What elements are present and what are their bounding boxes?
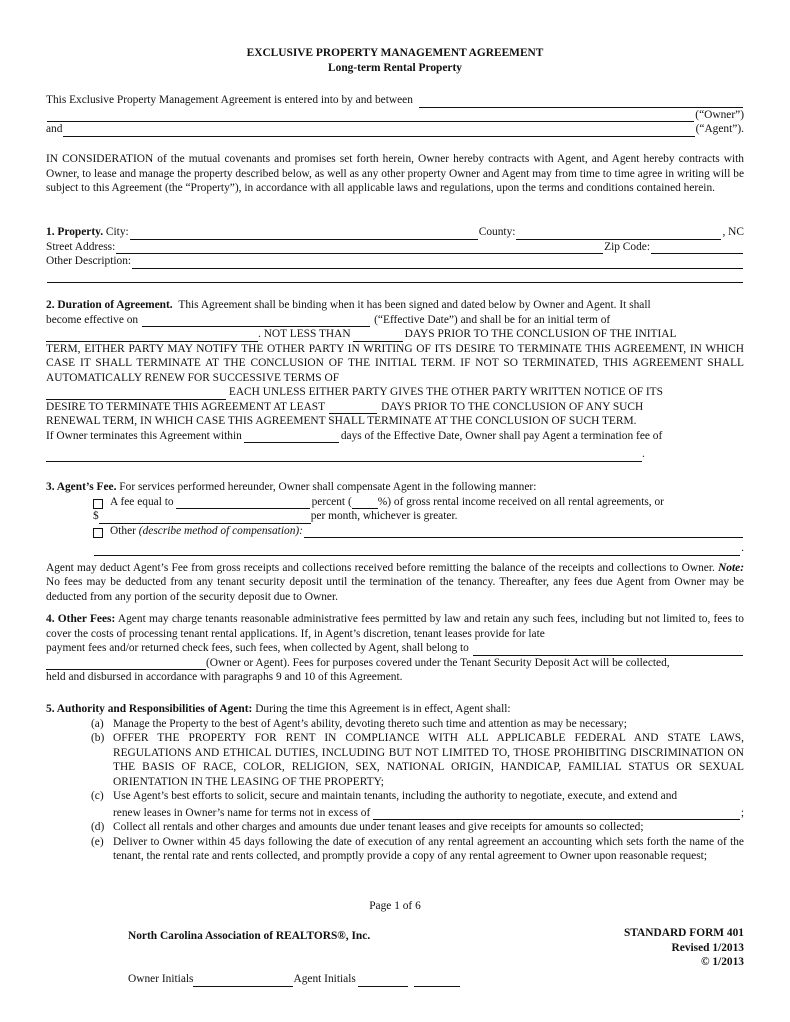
renewal-text: TERM, EITHER PARTY MAY NOTIFY THE OTHER PARTY IN WRITING OF ITS DESIRE TO TERMINATE THIS AGREEMENT, IN WHICH CASE IT SHALL TERMINATE AT THE CONCLUSION OF THE INITIAL TERM. IF NOT SO TERMINATED, THIS AGREEMENT SHALL AUTOMATICALLY RENEW FOR SUCCESSIVE TERMS OF <box>46 342 744 384</box>
other-fees-paragraph <box>46 612 744 641</box>
fee-deduction-note: No fees may be deducted from any tenant security deposit until the termination of the tenancy. Thereafter, any fees due Agent from Owner may be deducted from any portion of the security deposit due to Owner. <box>46 576 744 603</box>
item-label: (c) <box>91 790 104 802</box>
termination-fee-text: days of the Effective Date, Owner shall pay Agent a termination fee of <box>340 429 663 442</box>
item-text: OFFER THE PROPERTY FOR RENT IN COMPLIANCE WITH ALL APPLICABLE FEDERAL AND STATE LAWS, REGULATIONS AND ETHICAL DUTIES, INCLUDING BUT NOT LIMITED TO, THOSE PROHIBITING DISCRIMINATION ON THE BASIS OF RACE, COLOR, RELIGION, SEX, NATIONAL ORIGIN, HANDICAP, FAMILIAL STATUS OR SEXUAL ORIENTATION IN THE LEASING OF THE PROPERTY; <box>113 732 744 788</box>
page-number: Page 1 of 6 <box>369 900 421 912</box>
other-label: Other <box>110 524 136 537</box>
fee-equal-label: A fee equal to <box>110 495 174 508</box>
owner-terminates-text: If Owner terminates this Agreement within <box>46 429 242 442</box>
gross-rental-text: %) of gross rental income received on all rental agreements, or <box>377 495 664 508</box>
not-less-than-label: . NOT LESS THAN <box>258 328 351 340</box>
intro-text: This Exclusive Property Management Agreement is entered into by and between <box>46 94 413 106</box>
document-subtitle: Long-term Rental Property <box>328 62 462 74</box>
county-label: County: <box>478 226 516 238</box>
fee-deduction-paragraph <box>46 561 744 605</box>
section-2-heading: 2. Duration of Agreement. <box>46 299 173 311</box>
section-5-heading: 5. Authority and Responsibilities of Agent: <box>46 703 253 715</box>
form-info <box>624 926 744 970</box>
agent-initials-field[interactable] <box>358 975 408 987</box>
other-method-label: (describe method of compensation): <box>138 524 303 537</box>
fee-other-checkbox[interactable] <box>93 528 103 538</box>
lease-term-label: renew leases in Owner’s name for terms not in excess of <box>113 806 371 819</box>
authority-list <box>46 717 744 864</box>
item-label: (d) <box>91 821 105 833</box>
intro-section <box>46 93 744 137</box>
renewal-notice-text: EACH UNLESS EITHER PARTY GIVES THE OTHER PARTY WRITTEN NOTICE OF ITS <box>228 386 663 398</box>
duration-text: This Agreement shall be binding when it has been signed and dated below by Owner and Agent. It shall <box>178 299 651 311</box>
item-text: Deliver to Owner within 45 days following the date of execution of any rental agreement an accounting which sets forth the name of the tenant, the rental rate and rents collected, and promptly provide a copy of any rental agreement to Owner upon reasonable request; <box>113 835 744 862</box>
authority-intro: During the time this Agreement is in effect, Agent shall: <box>255 703 511 715</box>
initial-term-label: (“Effective Date”) and shall be for an initial term of <box>374 313 611 326</box>
other-fees-text: Agent may charge tenants reasonable administrative fees permitted by law and retain any such fees, including but not limited to, fees to cover the costs of processing tenant rental applications. If, in Agent’s discretion, tenant leases provide for late <box>46 613 745 640</box>
owner-name-field-2[interactable] <box>47 110 694 122</box>
desire-terminate-text: DESIRE TO TERMINATE THIS AGREEMENT AT LEAST <box>46 400 326 413</box>
other-method-field-2[interactable] <box>94 544 740 556</box>
item-text: Collect all rentals and other charges and amounts due under tenant leases and give receipts for amounts so collected; <box>113 821 644 833</box>
section-authority <box>46 702 744 864</box>
owner-name-field[interactable] <box>419 96 743 108</box>
state-label: , NC <box>722 226 744 238</box>
percent-label: percent ( <box>311 495 352 508</box>
intro-and: and <box>46 123 63 135</box>
per-month-text: per month, whichever is greater. <box>310 510 458 522</box>
agent-name-field[interactable] <box>63 125 694 137</box>
section-other-fees <box>46 612 744 685</box>
days-prior-renewal-text: DAYS PRIOR TO THE CONCLUSION OF ANY SUCH <box>381 400 644 413</box>
owner-tag: (“Owner”) <box>695 108 744 121</box>
section-duration: 2. Duration of Agreement. This Agreement shall be binding when it has been signed and dated below by Owner and Agent. It shall become effective on (“Effective Date”) and shall be for an initial term of . NOT LESS THAN DAYS PRIOR TO THE CONCLUSION OF THE INITIAL TERM, EITHER PARTY MAY NOTIFY THE OTHER PARTY IN WRITING OF ITS DESIRE TO TERMINATE THIS AGREEMENT, IN WHICH CASE IT SHALL TERMINATE AT THE CONCLUSION OF THE INITIAL TERM. IF NOT SO TERMINATED, THIS AGREEMENT SHALL AUTOMATICALLY RENEW FOR SUCCESSIVE TERMS OF EACH UNLESS EITHER PARTY GIVES THE OTHER PARTY WRITTEN NOTICE OF ITS DESIRE TO TERMINATE THIS AGREEMENT AT LEAST DAYS PRIOR TO THE CONCLUSION OF ANY SUCH RENEWAL TERM, IN WHICH CASE THIS AGREEMENT SHALL TERMINATE AT THE CONCLUSION OF SUCH TERM. If Owner terminates this Agreement within days of the Effective Date, Owner shall pay Agent a termination fee of . <box>46 299 744 460</box>
item-label: (b) <box>91 732 105 744</box>
list-item <box>91 789 744 820</box>
association-name: North Carolina Association of REALTORS®, Inc. <box>128 930 371 942</box>
form-number: STANDARD FORM 401 <box>623 927 744 939</box>
section-3-heading: 3. Agent’s Fee. <box>46 481 117 493</box>
days-prior-label: DAYS PRIOR TO THE CONCLUSION OF THE INITIAL <box>404 328 677 340</box>
section-agent-fee: 3. Agent’s Fee. For services performed hereunder, Owner shall compensate Agent in the following manner: A fee equal to percent ( %) of gross rental income received on all rental agreements, or $ per month, whichever is greater. Other (describe method of compensation): . Agent may deduct Agent’s Fee from gross receipts and collections received before remitting the balance of the receipts and collections to Owner. Note: No fees may be deducted from any tenant security deposit until the termination of the tenancy. Thereafter, any fees due Agent from Owner may be deducted from any portion of the security deposit due to Owner. <box>46 481 744 603</box>
list-item <box>91 820 744 835</box>
owner-or-agent-text: (Owner or Agent). Fees for purposes covered under the Tenant Security Deposit Act will be collected, <box>206 656 670 669</box>
other-description-label: Other Description: <box>46 255 132 267</box>
fee-percent-field[interactable] <box>352 497 378 509</box>
consideration-paragraph: IN CONSIDERATION of the mutual covenants and promises set forth herein, Owner hereby contracts with Agent, and Agent hereby contracts with Owner, to lease and manage the property described below, as well as any other property Owner and Agent may from time to time agree in writing will be subject to this Agreement (the “Property”), in accordance with all applicable laws and regulations, upon the terms and conditions contained herein. <box>46 153 744 194</box>
item-label: (e) <box>91 835 104 848</box>
copyright: © 1/2013 <box>701 956 744 968</box>
agent-fee-text: For services performed hereunder, Owner shall compensate Agent in the following manner: <box>119 481 537 493</box>
list-item <box>91 835 744 864</box>
fee-amount-field[interactable] <box>99 512 311 524</box>
county-field[interactable] <box>516 228 721 240</box>
effective-label: become effective on <box>46 313 139 326</box>
list-item <box>91 717 744 732</box>
fee-percent-checkbox[interactable] <box>93 499 103 509</box>
street-label: Street Address: <box>46 240 116 253</box>
renewal-term-text: RENEWAL TERM, IN WHICH CASE THIS AGREEMENT SHALL TERMINATE AT THE CONCLUSION OF SUCH TERM. <box>46 415 637 427</box>
fees-belong-field-2[interactable] <box>46 658 206 670</box>
other-description-field-2[interactable] <box>47 271 743 283</box>
agent-initials-label: Agent Initials <box>293 973 356 985</box>
section-4-heading: 4. Other Fees: <box>46 613 116 625</box>
agent-initials-field-2[interactable] <box>414 975 460 987</box>
item-text: Manage the Property to the best of Agent’s ability, devoting thereto such time and attention as may be necessary; <box>113 717 627 730</box>
street-field[interactable] <box>116 242 603 254</box>
zip-label: Zip Code: <box>604 240 650 253</box>
deposit-act-text: held and disbursed in accordance with paragraphs 9 and 10 of this Agreement. <box>46 671 403 683</box>
owner-initials-field[interactable] <box>193 975 293 987</box>
fee-percent-words-field[interactable] <box>176 497 310 509</box>
renewal-term-field[interactable] <box>46 388 226 400</box>
item-text: Use Agent’s best efforts to solicit, secure and maintain tenants, including the authority to negotiate, execute, and extend and <box>113 790 678 802</box>
effective-date-field[interactable] <box>142 315 370 327</box>
agent-tag: (“Agent”). <box>695 123 744 135</box>
item-text-block: Use Agent’s best efforts to solicit, secure and maintain tenants, including the authority to negotiate, execute, and extend and renew leases in Owner’s name for terms not in excess of ; <box>113 790 744 819</box>
fee-deduction-text: Agent may deduct Agent’s Fee from gross receipts and collections received before remitting the balance of the receipts and collections to Owner. <box>46 561 715 574</box>
document-title: EXCLUSIVE PROPERTY MANAGEMENT AGREEMENT <box>246 47 544 59</box>
owner-initials-label: Owner Initials <box>128 973 194 985</box>
lease-term-field[interactable] <box>373 808 740 820</box>
termination-days-field[interactable] <box>244 431 339 443</box>
zip-field[interactable] <box>651 242 743 254</box>
note-label: Note: <box>718 561 744 574</box>
fees-belong-field[interactable] <box>473 644 743 656</box>
initial-term-field[interactable] <box>46 330 258 342</box>
city-label: City: <box>105 226 129 238</box>
notice-days-field[interactable] <box>353 330 403 342</box>
termination-fee-field[interactable] <box>46 450 642 462</box>
list-item <box>91 731 744 789</box>
section-1-heading: 1. Property. <box>46 226 104 238</box>
revised-date: Revised 1/2013 <box>671 941 744 954</box>
other-method-field[interactable] <box>304 526 743 538</box>
city-field[interactable] <box>130 228 478 240</box>
initials-line <box>128 972 460 987</box>
other-description-field[interactable] <box>132 257 743 269</box>
late-fees-text: payment fees and/or returned check fees, such fees, when collected by Agent, shall belong to <box>46 642 469 654</box>
section-property <box>46 225 744 283</box>
item-label: (a) <box>91 717 104 730</box>
renewal-days-field[interactable] <box>329 402 377 414</box>
dollar-sign: $ <box>93 510 99 522</box>
